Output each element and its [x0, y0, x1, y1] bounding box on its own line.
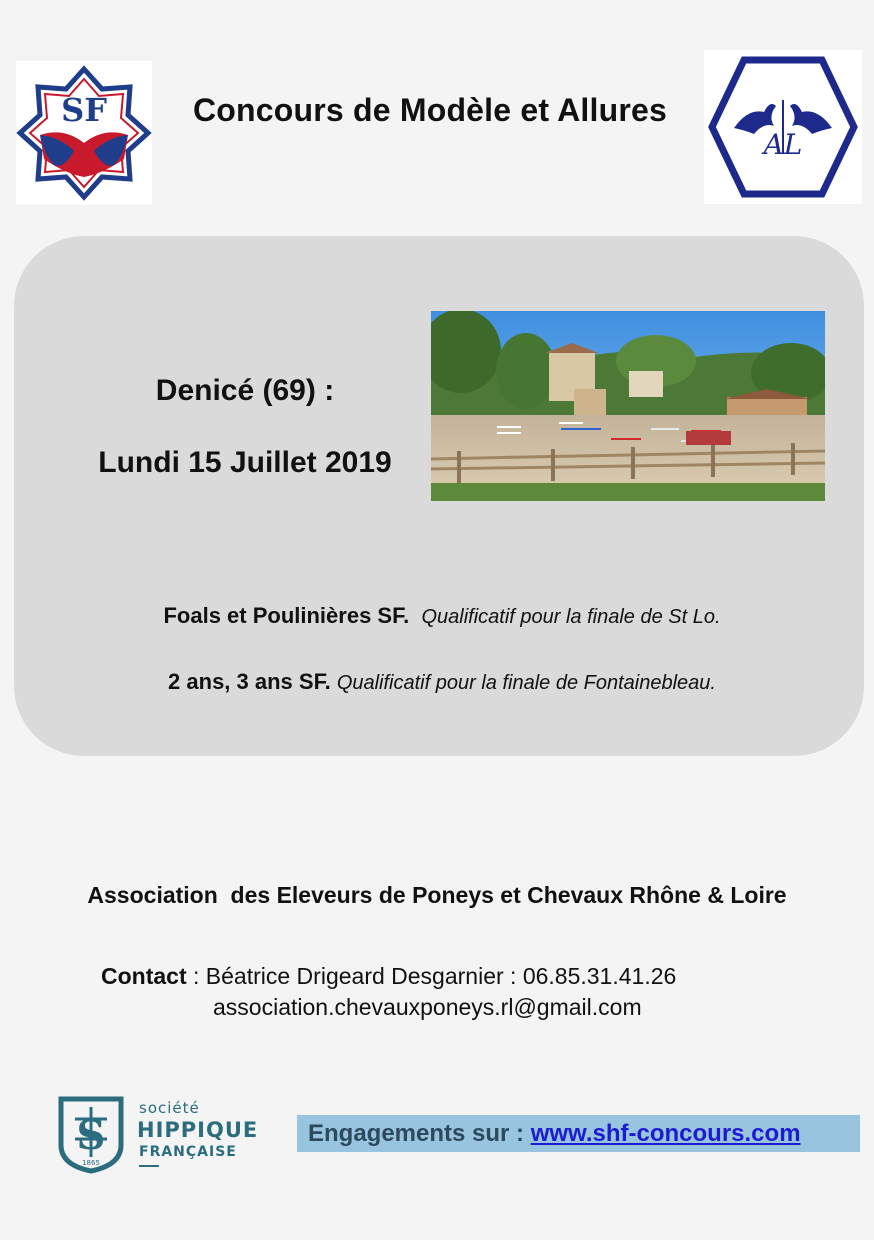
category-ages-note: Qualificatif pour la finale de Fontainebleau. — [336, 672, 716, 694]
engagement-link[interactable]: www.shf-concours.com — [530, 1120, 801, 1147]
shf-line1: société — [139, 1099, 200, 1117]
al-logo — [704, 50, 862, 204]
event-location: Denicé (69) : — [155, 374, 335, 407]
arena-photo — [431, 311, 825, 501]
engagement-text — [308, 1120, 801, 1148]
association-name: Association des Eleveurs de Poneys et Chevaux Rhône & Loire — [87, 882, 787, 908]
shf-line2: HIPPIQUE — [137, 1118, 259, 1142]
contact-line — [101, 958, 676, 994]
category-foals-note: Qualificatif pour la finale de St Lo. — [421, 606, 721, 628]
svg-text:S: S — [76, 1112, 106, 1159]
category-foals — [5, 603, 874, 629]
engagement-label: Engagements sur : — [308, 1120, 531, 1147]
al-logo-text: AL — [763, 128, 803, 161]
category-ages-name: 2 ans, 3 ans SF. — [168, 669, 331, 694]
page-title: Concours de Modèle et Allures — [192, 92, 668, 128]
sf-logo — [16, 61, 152, 205]
shf-year: 1865 — [82, 1159, 100, 1167]
sf-logo-text: SF — [61, 91, 107, 129]
shf-line3: FRANÇAISE — [139, 1144, 237, 1160]
contact-email[interactable]: association.chevauxponeys.rl@gmail.com — [213, 994, 642, 1020]
category-ages — [5, 669, 874, 695]
category-foals-name: Foals et Poulinières SF. — [163, 603, 410, 628]
event-date: Lundi 15 Juillet 2019 — [98, 446, 392, 479]
contact-label: Contact — [101, 963, 187, 989]
shf-logo — [55, 1095, 275, 1175]
contact-details: : Béatrice Drigeard Desgarnier : 06.85.31.41.26 — [186, 963, 677, 989]
